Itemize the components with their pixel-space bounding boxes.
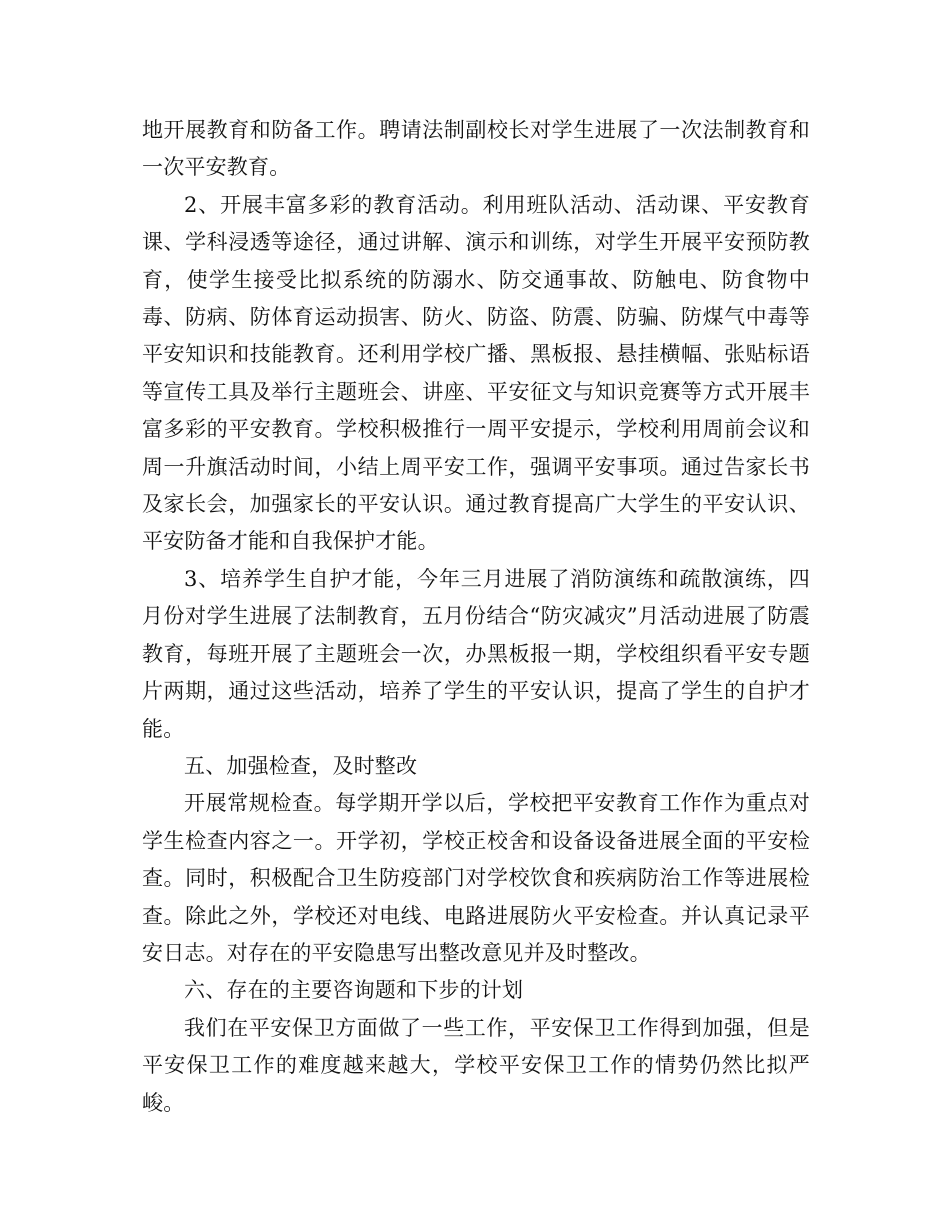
section-heading-6: 六、存在的主要咨询题和下步的计划 [184, 978, 524, 1003]
paragraph-item-2: 2、开展丰富多彩的教育活动。利用班队活动、活动课、平安教育课、学科浸透等途径，通过讲解、演示和训练，对学生开展平安预防教育，使学生接受比拟系统的防溺水、防交通事故、防触电、防食物中毒、防病、防体育运动损害、防火、防盗、防震、防骗、防煤气中毒等平安知识和技能教育。还利用学校广播、黑板报、悬挂横幅、张贴标语等宣传工具及举行主题班会、讲座、平安征文与知识竞赛等方式开展丰富多彩的平安教育。学校积极推行一周平安提示，学校利用周前会议和周一升旗活动时间，小结上周平安工作，强调平安事项。通过告家长书及家长会，加强家长的平安认识。通过教育提高广大学生的平安认识、平安防备才能和自我保护才能。 [142, 192, 810, 554]
section-heading-5: 五、加强检查，及时整改 [184, 753, 418, 778]
document-body [142, 112, 810, 1122]
paragraph-item-3: 3、培养学生自护才能，今年三月进展了消防演练和疏散演练，四月份对学生进展了法制教育，五月份结合“防灾减灾”月活动进展了防震教育，每班开展了主题班会一次，办黑板报一期，学校组织看平安专题片两期，通过这些活动，培养了学生的平安认识，提高了学生的自护才能。 [142, 566, 810, 741]
paragraph-conclusion: 我们在平安保卫方面做了一些工作，平安保卫工作得到加强，但是平安保卫工作的难度越来越大，学校平安保卫工作的情势仍然比拟严峻。 [142, 1015, 810, 1115]
paragraph-inspection: 开展常规检查。每学期开学以后，学校把平安教育工作作为重点对学生检查内容之一。开学初，学校正校舍和设备设备进展全面的平安检查。同时，积极配合卫生防疫部门对学校饮食和疾病防治工作等进展检查。除此之外，学校还对电线、电路进展防火平安检查。并认真记录平安日志。对存在的平安隐患写出整改意见并及时整改。 [142, 791, 810, 965]
paragraph-continuation: 地开展教育和防备工作。聘请法制副校长对学生进展了一次法制教育和一次平安教育。 [142, 118, 810, 180]
